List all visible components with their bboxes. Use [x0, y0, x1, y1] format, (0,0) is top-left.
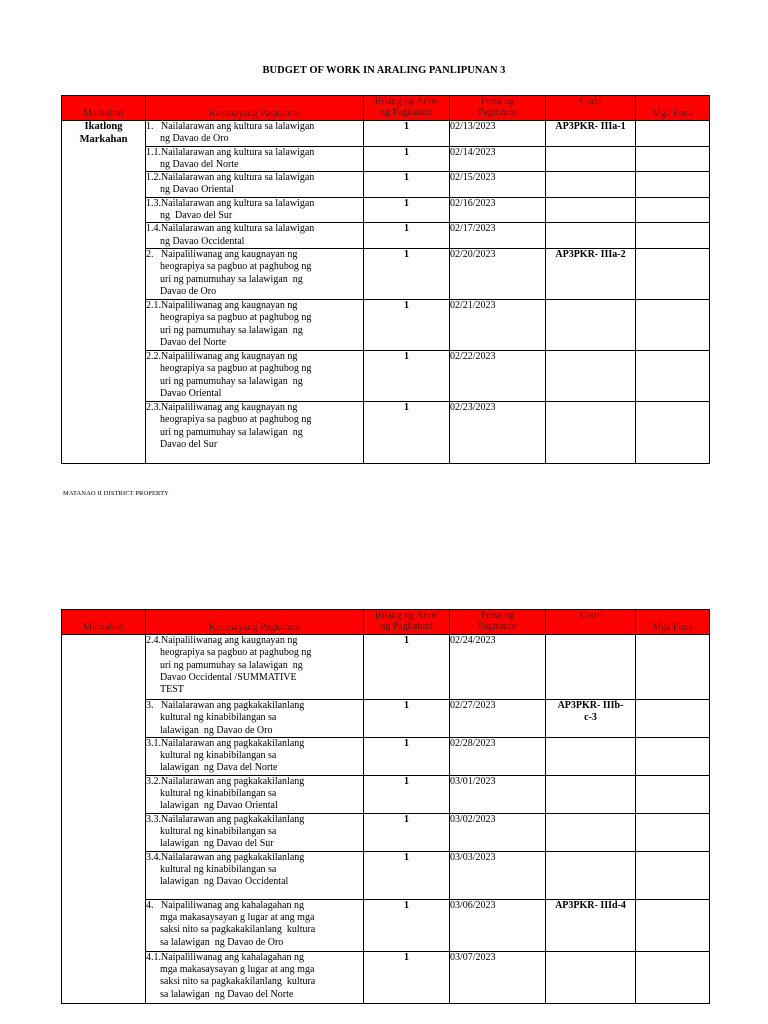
competency-line: saksi nito sa pagkakakilanlang kultura — [160, 976, 316, 988]
competency-cell — [146, 635, 364, 700]
code-cell — [546, 401, 636, 463]
competency-line: uri ng pamumuhay sa lalawigan ng — [160, 273, 303, 285]
header-code: Code — [546, 610, 636, 635]
date-cell: 02/17/2023 — [450, 223, 546, 249]
term-label: Ikatlong — [84, 121, 123, 132]
remarks-cell — [636, 899, 710, 951]
date-cell: 02/28/2023 — [450, 737, 546, 775]
code-label: AP3PKR- IIIa-1 — [555, 121, 626, 132]
remarks-cell — [636, 172, 710, 198]
header-remarks: Mga Puna — [636, 610, 710, 635]
remarks-cell — [636, 223, 710, 249]
date-cell: 02/20/2023 — [450, 248, 546, 299]
date-cell: 03/02/2023 — [450, 813, 546, 851]
date-cell: 03/07/2023 — [450, 951, 546, 1003]
days-cell: 1 — [364, 121, 450, 147]
date-cell: 02/21/2023 — [450, 299, 546, 350]
competency-line: heograpiya sa pagbuo at paghubog ng — [160, 363, 312, 375]
remarks-cell — [636, 197, 710, 223]
table-row — [62, 299, 710, 350]
competency-line: ng Davao del Norte — [160, 158, 239, 170]
days-cell: 1 — [364, 899, 450, 951]
code-cell — [546, 635, 636, 700]
competency-line: 4.1.Naipaliliwanag ang kahalagahan ng — [146, 951, 304, 963]
term-cell — [62, 121, 146, 464]
days-cell: 1 — [364, 248, 450, 299]
competency-cell — [146, 401, 364, 463]
competency-cell — [146, 197, 364, 223]
competency-cell — [146, 775, 364, 813]
code-cell — [546, 223, 636, 249]
table-row — [62, 223, 710, 249]
competency-line: 2.2.Naipaliliwanag ang kaugnayan ng — [146, 350, 298, 362]
competency-line: sa lalawigan ng Davao de Oro — [160, 936, 284, 948]
header-term: Markahan — [62, 610, 146, 635]
competency-line: uri ng pamumuhay sa lalawigan ng — [160, 324, 303, 336]
days-cell: 1 — [364, 737, 450, 775]
code-cell — [546, 737, 636, 775]
competency-cell — [146, 299, 364, 350]
term-label: Markahan — [79, 133, 128, 145]
date-cell: 02/13/2023 — [450, 121, 546, 147]
code-cell — [546, 851, 636, 899]
days-cell: 1 — [364, 197, 450, 223]
competency-line: kultural ng kinabibilangan sa — [160, 750, 277, 762]
remarks-cell — [636, 951, 710, 1003]
competency-line: Davao del Sur — [160, 438, 218, 450]
code-cell — [546, 775, 636, 813]
competency-line: mga makasaysayan g lugar at ang mga — [160, 964, 315, 976]
table-row — [62, 635, 710, 700]
header-days: Bilang ng Araw ng Pagkatuto — [364, 610, 450, 635]
competency-line: lalawigan ng Davao de Oro — [160, 724, 273, 736]
date-cell: 03/03/2023 — [450, 851, 546, 899]
date-cell: 02/15/2023 — [450, 172, 546, 198]
date-cell: 02/16/2023 — [450, 197, 546, 223]
competency-line: 3.2.Nailalarawan ang pagkakakilanlang — [146, 775, 305, 787]
competency-line: 2.4.Naipaliliwanag ang kaugnayan ng — [146, 635, 298, 646]
footer-note: MATANAO II DISTRICT PROPERTY — [63, 490, 169, 497]
code-cell — [546, 700, 636, 738]
competency-line: 1.1.Nailalarawan ang kultura sa lalawigan — [146, 146, 315, 158]
competency-cell — [146, 700, 364, 738]
budget-of-work-table-2 — [61, 609, 710, 1004]
competency-line: uri ng pamumuhay sa lalawigan ng — [160, 426, 303, 438]
remarks-cell — [636, 248, 710, 299]
remarks-cell — [636, 299, 710, 350]
competency-line: 1. Nailalarawan ang kultura sa lalawigan — [146, 121, 315, 132]
competency-line: lalawigan ng Davao Oriental — [160, 800, 278, 812]
header-competency: Kasanayang Pagkatuto — [146, 610, 364, 635]
table-row — [62, 197, 710, 223]
competency-line: sa lalawigan ng Davao del Norte — [160, 988, 294, 1000]
date-cell: 03/01/2023 — [450, 775, 546, 813]
competency-cell — [146, 248, 364, 299]
table-row — [62, 851, 710, 899]
table-row — [62, 700, 710, 738]
competency-line: heograpiya sa pagbuo at paghubog ng — [160, 414, 312, 426]
competency-line: heograpiya sa pagbuo at paghubog ng — [160, 312, 312, 324]
remarks-cell — [636, 635, 710, 700]
table-row — [62, 248, 710, 299]
competency-line: kultural ng kinabibilangan sa — [160, 788, 277, 800]
days-cell: 1 — [364, 951, 450, 1003]
competency-line: kultural ng kinabibilangan sa — [160, 826, 277, 838]
competency-line: 2. Naipaliliwanag ang kaugnayan ng — [146, 248, 298, 260]
competency-line: ng Davao de Oro — [160, 133, 229, 145]
competency-line: Davao Occidental /SUMMATIVE — [160, 671, 297, 683]
term-cell — [62, 635, 146, 1004]
competency-line: ng Davao Occidental — [160, 235, 245, 247]
competency-line: Davao Oriental — [160, 387, 222, 399]
remarks-cell — [636, 146, 710, 172]
code-cell — [546, 813, 636, 851]
header-remarks: Mga Puna — [636, 96, 710, 121]
competency-cell — [146, 146, 364, 172]
date-cell: 02/27/2023 — [450, 700, 546, 738]
date-cell: 02/14/2023 — [450, 146, 546, 172]
days-cell: 1 — [364, 223, 450, 249]
remarks-cell — [636, 350, 710, 401]
competency-line: ng Davao del Sur — [160, 210, 233, 222]
days-cell: 1 — [364, 700, 450, 738]
table-row — [62, 737, 710, 775]
days-cell: 1 — [364, 813, 450, 851]
competency-line: heograpiya sa pagbuo at paghubog ng — [160, 261, 312, 273]
competency-cell — [146, 121, 364, 147]
competency-line: lalawigan ng Dava del Norte — [160, 762, 278, 774]
header-term: Markahan — [62, 96, 146, 121]
budget-of-work-table-1 — [61, 95, 710, 464]
competency-cell — [146, 813, 364, 851]
competency-cell — [146, 899, 364, 951]
header-competency: Kasanayang Pagkatuto — [146, 96, 364, 121]
competency-line: Davao de Oro — [160, 285, 217, 297]
table-row — [62, 146, 710, 172]
remarks-cell — [636, 401, 710, 463]
days-cell: 1 — [364, 775, 450, 813]
remarks-cell — [636, 813, 710, 851]
date-cell: 02/24/2023 — [450, 635, 546, 700]
code-label: AP3PKR- IIIb- — [557, 700, 624, 711]
competency-line: 3.3.Nailalarawan ang pagkakakilanlang — [146, 813, 305, 825]
competency-cell — [146, 737, 364, 775]
date-cell: 02/23/2023 — [450, 401, 546, 463]
table-row — [62, 813, 710, 851]
competency-line: uri ng pamumuhay sa lalawigan ng — [160, 659, 303, 671]
remarks-cell — [636, 851, 710, 899]
days-cell: 1 — [364, 146, 450, 172]
code-cell — [546, 197, 636, 223]
competency-line: 1.3.Nailalarawan ang kultura sa lalawigan — [146, 197, 315, 209]
competency-cell — [146, 851, 364, 899]
competency-line: TEST — [160, 684, 184, 696]
code-cell — [546, 146, 636, 172]
table-row — [62, 121, 710, 147]
competency-line: 2.1.Naipaliliwanag ang kaugnayan ng — [146, 299, 298, 311]
days-cell: 1 — [364, 350, 450, 401]
competency-cell — [146, 951, 364, 1003]
code-cell — [546, 899, 636, 951]
competency-cell — [146, 350, 364, 401]
date-cell: 03/06/2023 — [450, 899, 546, 951]
document-title: BUDGET OF WORK IN ARALING PANLIPUNAN 3 — [262, 65, 506, 76]
competency-line: Davao del Norte — [160, 336, 227, 348]
competency-cell — [146, 223, 364, 249]
competency-line: 3. Nailalarawan ang pagkakakilanlang — [146, 700, 305, 711]
table-row — [62, 401, 710, 463]
competency-line: saksi nito sa pagkakakilanlang kultura — [160, 924, 316, 936]
remarks-cell — [636, 700, 710, 738]
table-row — [62, 172, 710, 198]
competency-line: kultural ng kinabibilangan sa — [160, 864, 277, 876]
competency-line: mga makasaysayan g lugar at ang mga — [160, 912, 315, 924]
competency-line: kultural ng kinabibilangan sa — [160, 712, 277, 724]
date-cell: 02/22/2023 — [450, 350, 546, 401]
remarks-cell — [636, 121, 710, 147]
competency-line: ng Davao Oriental — [160, 184, 234, 196]
table-row — [62, 775, 710, 813]
code-label: c-3 — [584, 712, 597, 724]
remarks-cell — [636, 737, 710, 775]
header-days: Bilang ng Araw ng Pagkatuto — [364, 96, 450, 121]
code-cell — [546, 172, 636, 198]
header-date: Petsa ng Pagtuturo — [450, 96, 546, 121]
days-cell: 1 — [364, 172, 450, 198]
competency-line: 3.4.Nailalarawan ang pagkakakilanlang — [146, 851, 305, 863]
days-cell: 1 — [364, 635, 450, 700]
header-code: Code — [546, 96, 636, 121]
competency-line: 2.3.Naipaliliwanag ang kaugnayan ng — [146, 401, 298, 413]
code-cell — [546, 350, 636, 401]
code-cell — [546, 299, 636, 350]
competency-cell — [146, 172, 364, 198]
days-cell: 1 — [364, 299, 450, 350]
competency-line: lalawigan ng Davao Occidental — [160, 876, 289, 888]
days-cell: 1 — [364, 851, 450, 899]
remarks-cell — [636, 775, 710, 813]
header-date: Petsa ng Pagtuturo — [450, 610, 546, 635]
competency-line: 1.2.Nailalarawan ang kultura sa lalawigan — [146, 172, 315, 184]
code-label: AP3PKR- IIIa-2 — [555, 248, 626, 260]
competency-line: heograpiya sa pagbuo at paghubog ng — [160, 647, 312, 659]
competency-line: 1.4.Nailalarawan ang kultura sa lalawigan — [146, 223, 315, 235]
competency-line: uri ng pamumuhay sa lalawigan ng — [160, 375, 303, 387]
code-cell — [546, 121, 636, 147]
table-row — [62, 350, 710, 401]
code-cell — [546, 951, 636, 1003]
competency-line: 3.1.Nailalarawan ang pagkakakilanlang — [146, 737, 305, 749]
code-label: AP3PKR- IIId-4 — [555, 899, 626, 911]
competency-line: 4. Naipaliliwanag ang kahalagahan ng — [146, 899, 304, 911]
code-cell — [546, 248, 636, 299]
days-cell: 1 — [364, 401, 450, 463]
table-row — [62, 899, 710, 951]
table-row — [62, 951, 710, 1003]
competency-line: lalawigan ng Davao del Sur — [160, 838, 274, 850]
